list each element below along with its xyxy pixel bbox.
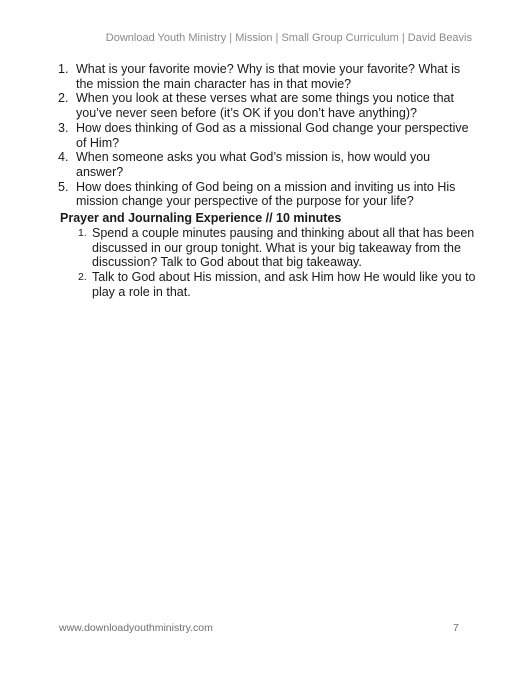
question-number: 5. bbox=[58, 179, 69, 194]
question-text: When someone asks you what God’s mission is, how would you answer? bbox=[76, 150, 431, 179]
prayer-item bbox=[78, 226, 478, 270]
prayer-items-list bbox=[78, 226, 478, 300]
question-item bbox=[58, 62, 478, 91]
question-text: How does thinking of God as a missional God change your perspective of Him? bbox=[76, 120, 469, 150]
question-item bbox=[58, 150, 478, 179]
prayer-item-number: 2. bbox=[78, 271, 87, 284]
prayer-item-text: Talk to God about His mission, and ask Him how He would like you to play a role in that. bbox=[92, 270, 476, 299]
question-number: 3. bbox=[58, 120, 69, 135]
page-header: Download Youth Ministry | Mission | Small Group Curriculum | David Beavis bbox=[105, 32, 472, 44]
question-item bbox=[58, 180, 478, 209]
question-item bbox=[58, 121, 478, 150]
prayer-item bbox=[78, 270, 478, 299]
page-number: 7 bbox=[453, 622, 459, 634]
prayer-item-number: 1. bbox=[78, 227, 87, 239]
question-text: When you look at these verses what are some things you notice that you’ve never seen before (it’s OK if you don’t have anything)? bbox=[76, 91, 454, 121]
question-text: How does thinking of God being on a mission and inviting us into His mission change your perspective of the purpose for your life? bbox=[76, 179, 456, 209]
prayer-section-heading: Prayer and Journaling Experience // 10 minutes bbox=[60, 211, 342, 225]
question-number: 2. bbox=[58, 91, 69, 106]
question-text: What is your favorite movie? Why is that movie your favorite? What is the mission the main character has in that movie? bbox=[76, 62, 461, 91]
footer-url: www.downloadyouthministry.com bbox=[59, 622, 213, 634]
prayer-item-text: Spend a couple minutes pausing and thinking about all that has been discussed in our group tonight. What is your big takeaway from the discussion? Talk to God about that big takeaway. bbox=[92, 226, 475, 270]
question-number: 1. bbox=[58, 62, 69, 76]
discussion-questions-list bbox=[58, 62, 478, 209]
question-item bbox=[58, 91, 478, 120]
question-number: 4. bbox=[58, 150, 69, 165]
